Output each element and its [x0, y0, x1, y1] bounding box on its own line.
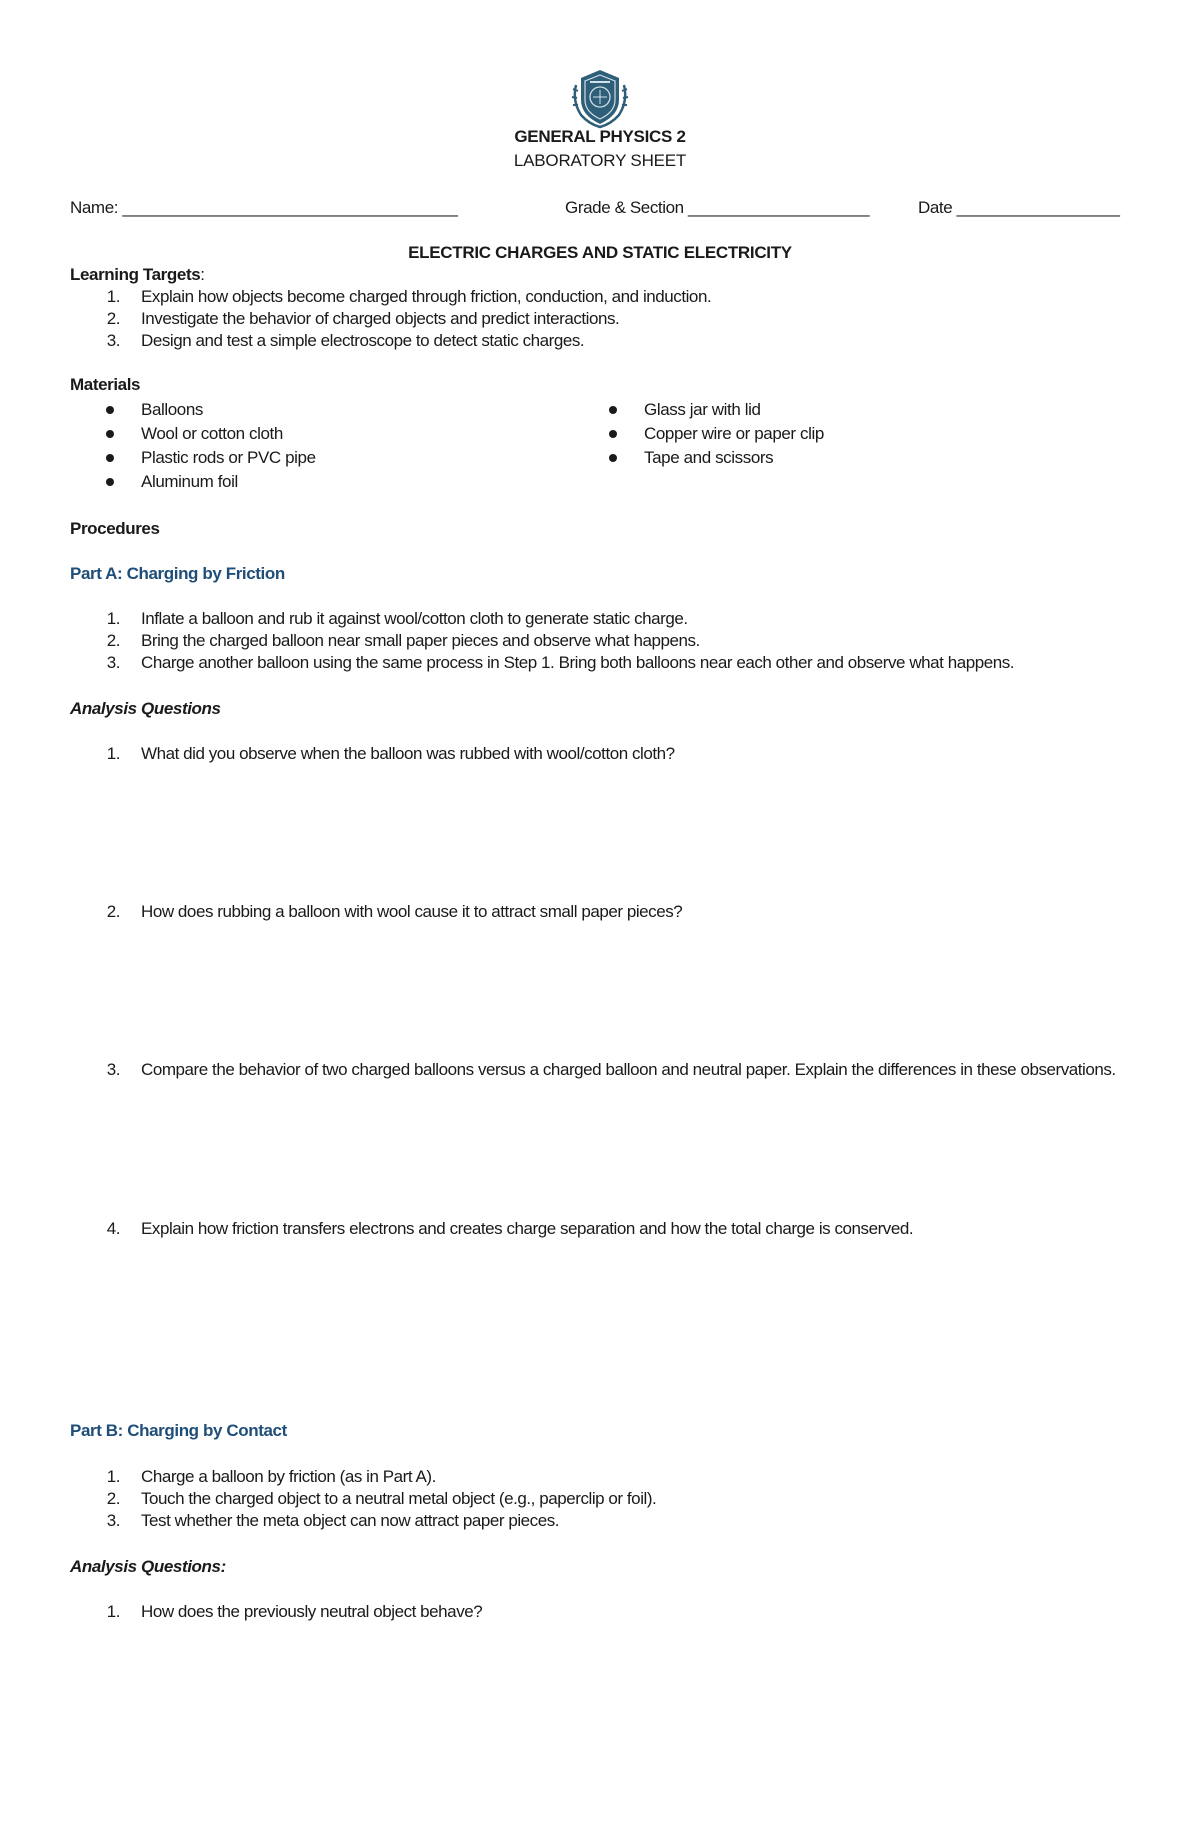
question-number: 1. — [106, 1602, 120, 1621]
step-number: 3. — [106, 653, 120, 672]
bullet-icon — [609, 406, 617, 414]
sheet-subtitle: LABORATORY SHEET — [513, 151, 687, 170]
step-text: Touch the charged object to a neutral metal object (e.g., paperclip or foil). — [141, 1489, 657, 1508]
part-b-analysis-heading: Analysis Questions: — [70, 1557, 226, 1576]
learning-targets-heading — [70, 265, 205, 285]
materials-heading: Materials — [70, 375, 141, 394]
grade-section-field[interactable]: Grade & Section ____________________ — [565, 198, 870, 217]
step-text: Inflate a balloon and rub it against wool/cotton cloth to generate static charge. — [141, 609, 688, 628]
learning-targets-colon: : — [200, 265, 205, 284]
learning-target-number: 3. — [106, 331, 120, 350]
question-number: 4. — [106, 1219, 120, 1238]
procedures-heading: Procedures — [70, 519, 160, 538]
question-text: How does rubbing a balloon with wool cause it to attract small paper pieces? — [141, 902, 683, 921]
school-crest-logo — [569, 67, 631, 129]
name-field[interactable]: Name: _____________________________________ — [70, 198, 458, 217]
bullet-icon — [609, 430, 617, 438]
question-text: How does the previously neutral object behave? — [141, 1602, 483, 1621]
learning-target-text: Investigate the behavior of charged objects and predict interactions. — [141, 309, 620, 328]
step-number: 1. — [106, 1467, 120, 1486]
material-text: Plastic rods or PVC pipe — [141, 448, 316, 467]
step-number: 2. — [106, 631, 120, 650]
step-text: Bring the charged balloon near small paper pieces and observe what happens. — [141, 631, 700, 650]
bullet-icon — [106, 406, 114, 414]
bullet-icon — [106, 430, 114, 438]
material-text: Copper wire or paper clip — [644, 424, 824, 443]
activity-title: ELECTRIC CHARGES AND STATIC ELECTRICITY — [408, 243, 792, 262]
learning-target-number: 2. — [106, 309, 120, 328]
part-a-heading: Part A: Charging by Friction — [70, 564, 285, 583]
part-b-heading: Part B: Charging by Contact — [70, 1421, 287, 1440]
learning-target-text: Design and test a simple electroscope to detect static charges. — [141, 331, 585, 350]
course-title: GENERAL PHYSICS 2 — [514, 127, 686, 146]
bullet-icon — [106, 478, 114, 486]
step-text: Test whether the meta object can now attract paper pieces. — [141, 1511, 560, 1530]
step-number: 3. — [106, 1511, 120, 1530]
bullet-icon — [106, 454, 114, 462]
step-text: Charge another balloon using the same process in Step 1. Bring both balloons near each other and observe what happens. — [141, 653, 1015, 672]
question-text: What did you observe when the balloon was rubbed with wool/cotton cloth? — [141, 744, 675, 763]
step-number: 1. — [106, 609, 120, 628]
date-field[interactable]: Date __________________ — [918, 198, 1120, 217]
part-a-analysis-heading: Analysis Questions — [70, 699, 221, 718]
learning-targets-heading-text: Learning Targets — [70, 265, 201, 284]
material-text: Glass jar with lid — [644, 400, 761, 419]
step-text: Charge a balloon by friction (as in Part A). — [141, 1467, 436, 1486]
question-number: 3. — [106, 1060, 120, 1079]
learning-target-text: Explain how objects become charged through friction, conduction, and induction. — [141, 287, 712, 306]
learning-target-number: 1. — [106, 287, 120, 306]
bullet-icon — [609, 454, 617, 462]
step-number: 2. — [106, 1489, 120, 1508]
material-text: Tape and scissors — [644, 448, 774, 467]
question-text: Explain how friction transfers electrons and creates charge separation and how the total charge is conserved. — [141, 1219, 914, 1238]
question-text: Compare the behavior of two charged balloons versus a charged balloon and neutral paper. Explain the differences in these observations. — [141, 1060, 1116, 1079]
question-number: 1. — [106, 744, 120, 763]
material-text: Aluminum foil — [141, 472, 238, 491]
material-text: Balloons — [141, 400, 204, 419]
material-text: Wool or cotton cloth — [141, 424, 283, 443]
question-number: 2. — [106, 902, 120, 921]
